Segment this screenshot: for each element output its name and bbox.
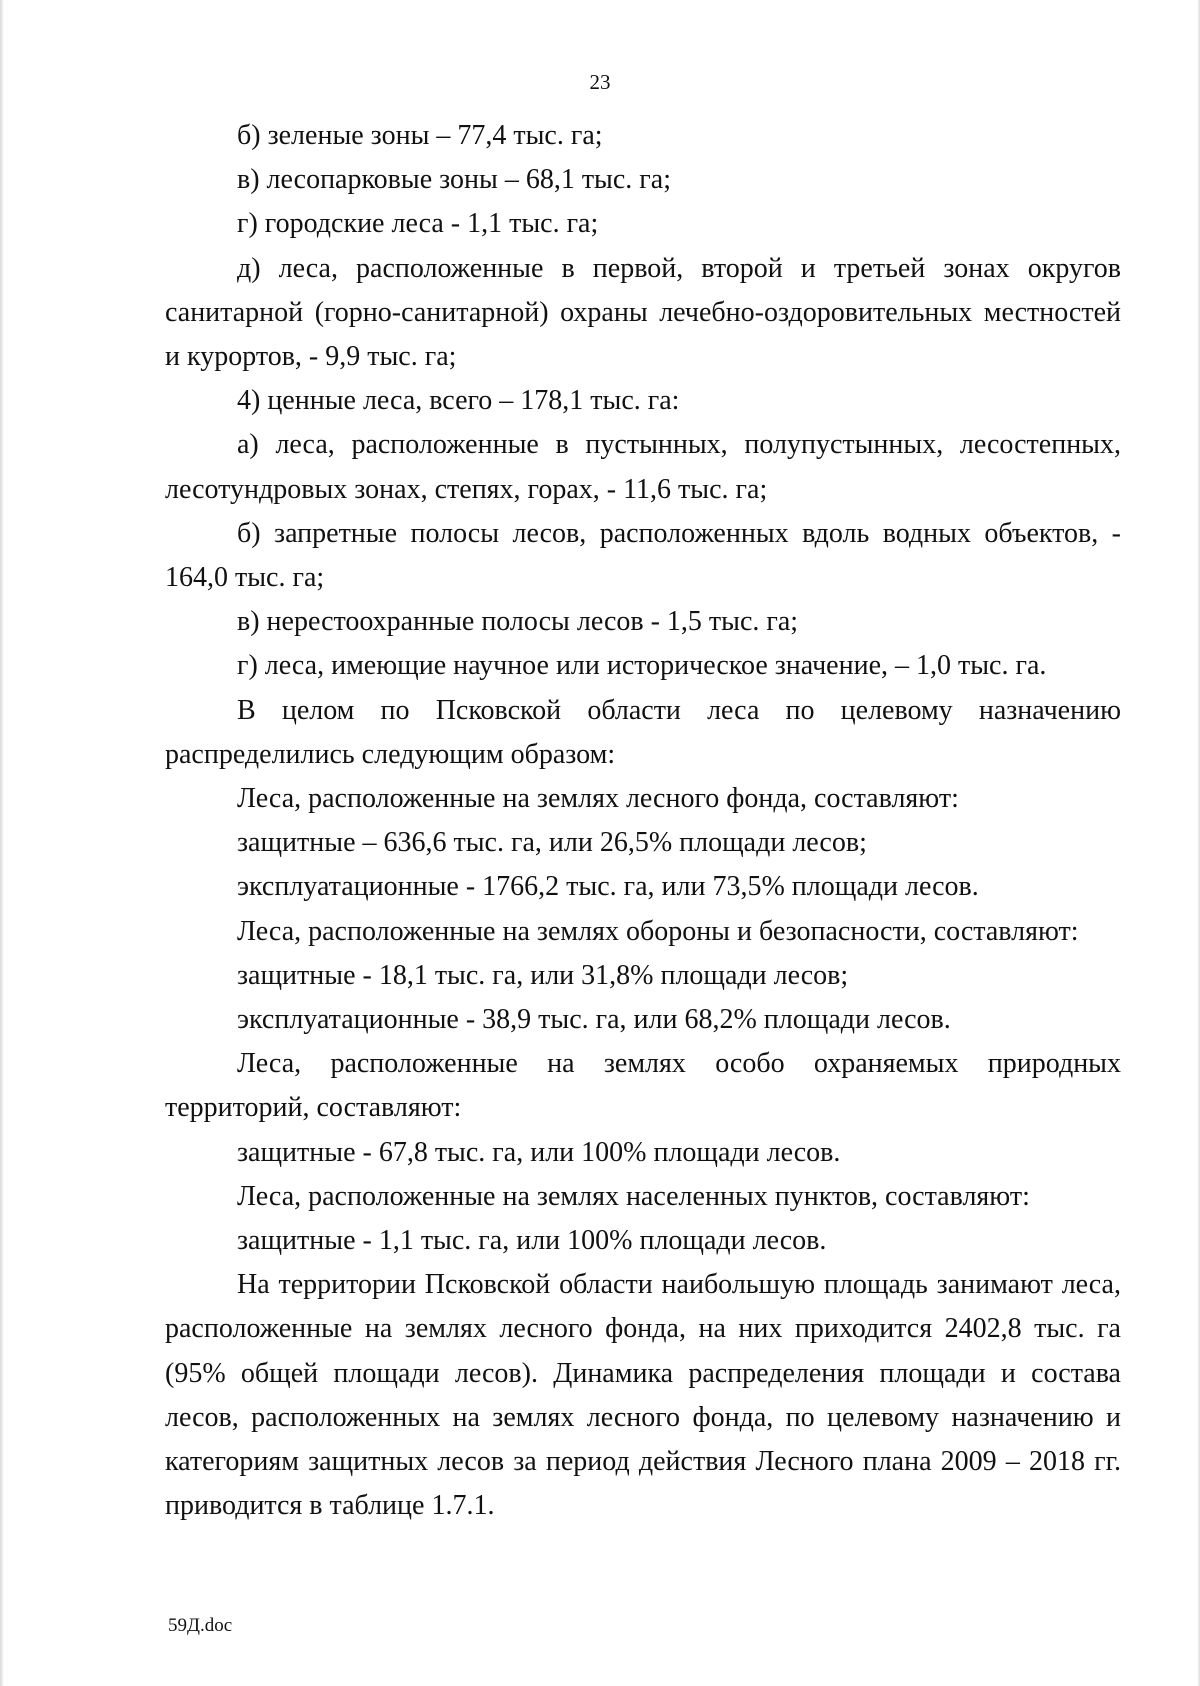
paragraph: Леса, расположенные на землях лесного фонда, составляют: [237, 783, 959, 815]
paragraph: защитные - 67,8 тыс. га, или 100% площади лесов. [237, 1136, 841, 1168]
paragraph: эксплуатационные - 38,9 тыс. га, или 68,2% площади лесов. [237, 1004, 951, 1036]
paragraph: Леса, расположенные на землях обороны и безопасности, составляют: [237, 915, 1079, 947]
paragraph: Леса, расположенные на землях особо охраняемых природных территорий, составляют: [165, 1048, 1121, 1124]
paragraph: защитные – 636,6 тыс. га, или 26,5% площади лесов; [237, 827, 867, 859]
paragraph: защитные - 18,1 тыс. га, или 31,8% площади лесов; [237, 959, 849, 991]
paragraph: На территории Псковской области наибольшую площадь занимают леса, расположенные на землях лесного фонда, на них приходится 2402,8 тыс. га (95% общей площади лесов). Динамика распределения площади и состава лесов, расположенных на землях лесного фонда, по целевому назначению и категориям защитных лесов за период действия Лесного плана 2009 – 2018 гг. приводится в таблице 1.7.1. [165, 1269, 1121, 1522]
paragraph: 4) ценные леса, всего – 178,1 тыс. га: [237, 385, 680, 417]
paragraph: в) нерестоохранные полосы лесов - 1,5 тыс. га; [237, 606, 799, 638]
paragraph: б) зеленые зоны – 77,4 тыс. га; [237, 120, 603, 151]
paragraph: д) леса, расположенные в первой, второй и третьей зонах округов санитарной (горно-санитарной) охраны лечебно-оздоровительных местностей и курортов, - 9,9 тыс. га; [165, 252, 1121, 373]
body-text [165, 114, 1121, 1529]
paragraph: В целом по Псковской области леса по целевому назначению распределились следующим образом: [165, 694, 1121, 770]
paragraph: г) леса, имеющие научное или историческое значение, – 1,0 тыс. га. [237, 650, 1047, 682]
paragraph: а) леса, расположенные в пустынных, полупустынных, лесостепных, лесотундровых зонах, степях, горах, - 11,6 тыс. га; [165, 429, 1121, 505]
paragraph: Леса, расположенные на землях населенных пунктов, составляют: [237, 1180, 1030, 1212]
paragraph: защитные - 1,1 тыс. га, или 100% площади лесов. [237, 1225, 827, 1257]
paragraph: б) запретные полосы лесов, расположенных вдоль водных объектов, - 164,0 тыс. га; [165, 517, 1121, 594]
footer-filename: 59Д.doc [168, 1615, 233, 1636]
paragraph: эксплуатационные - 1766,2 тыс. га, или 73,5% площади лесов. [237, 871, 979, 903]
scan-edge [0, 0, 4, 1686]
page-number: 23 [589, 70, 611, 94]
paragraph: г) городские леса - 1,1 тыс. га; [237, 208, 599, 240]
paragraph: в) лесопарковые зоны – 68,1 тыс. га; [237, 164, 671, 196]
